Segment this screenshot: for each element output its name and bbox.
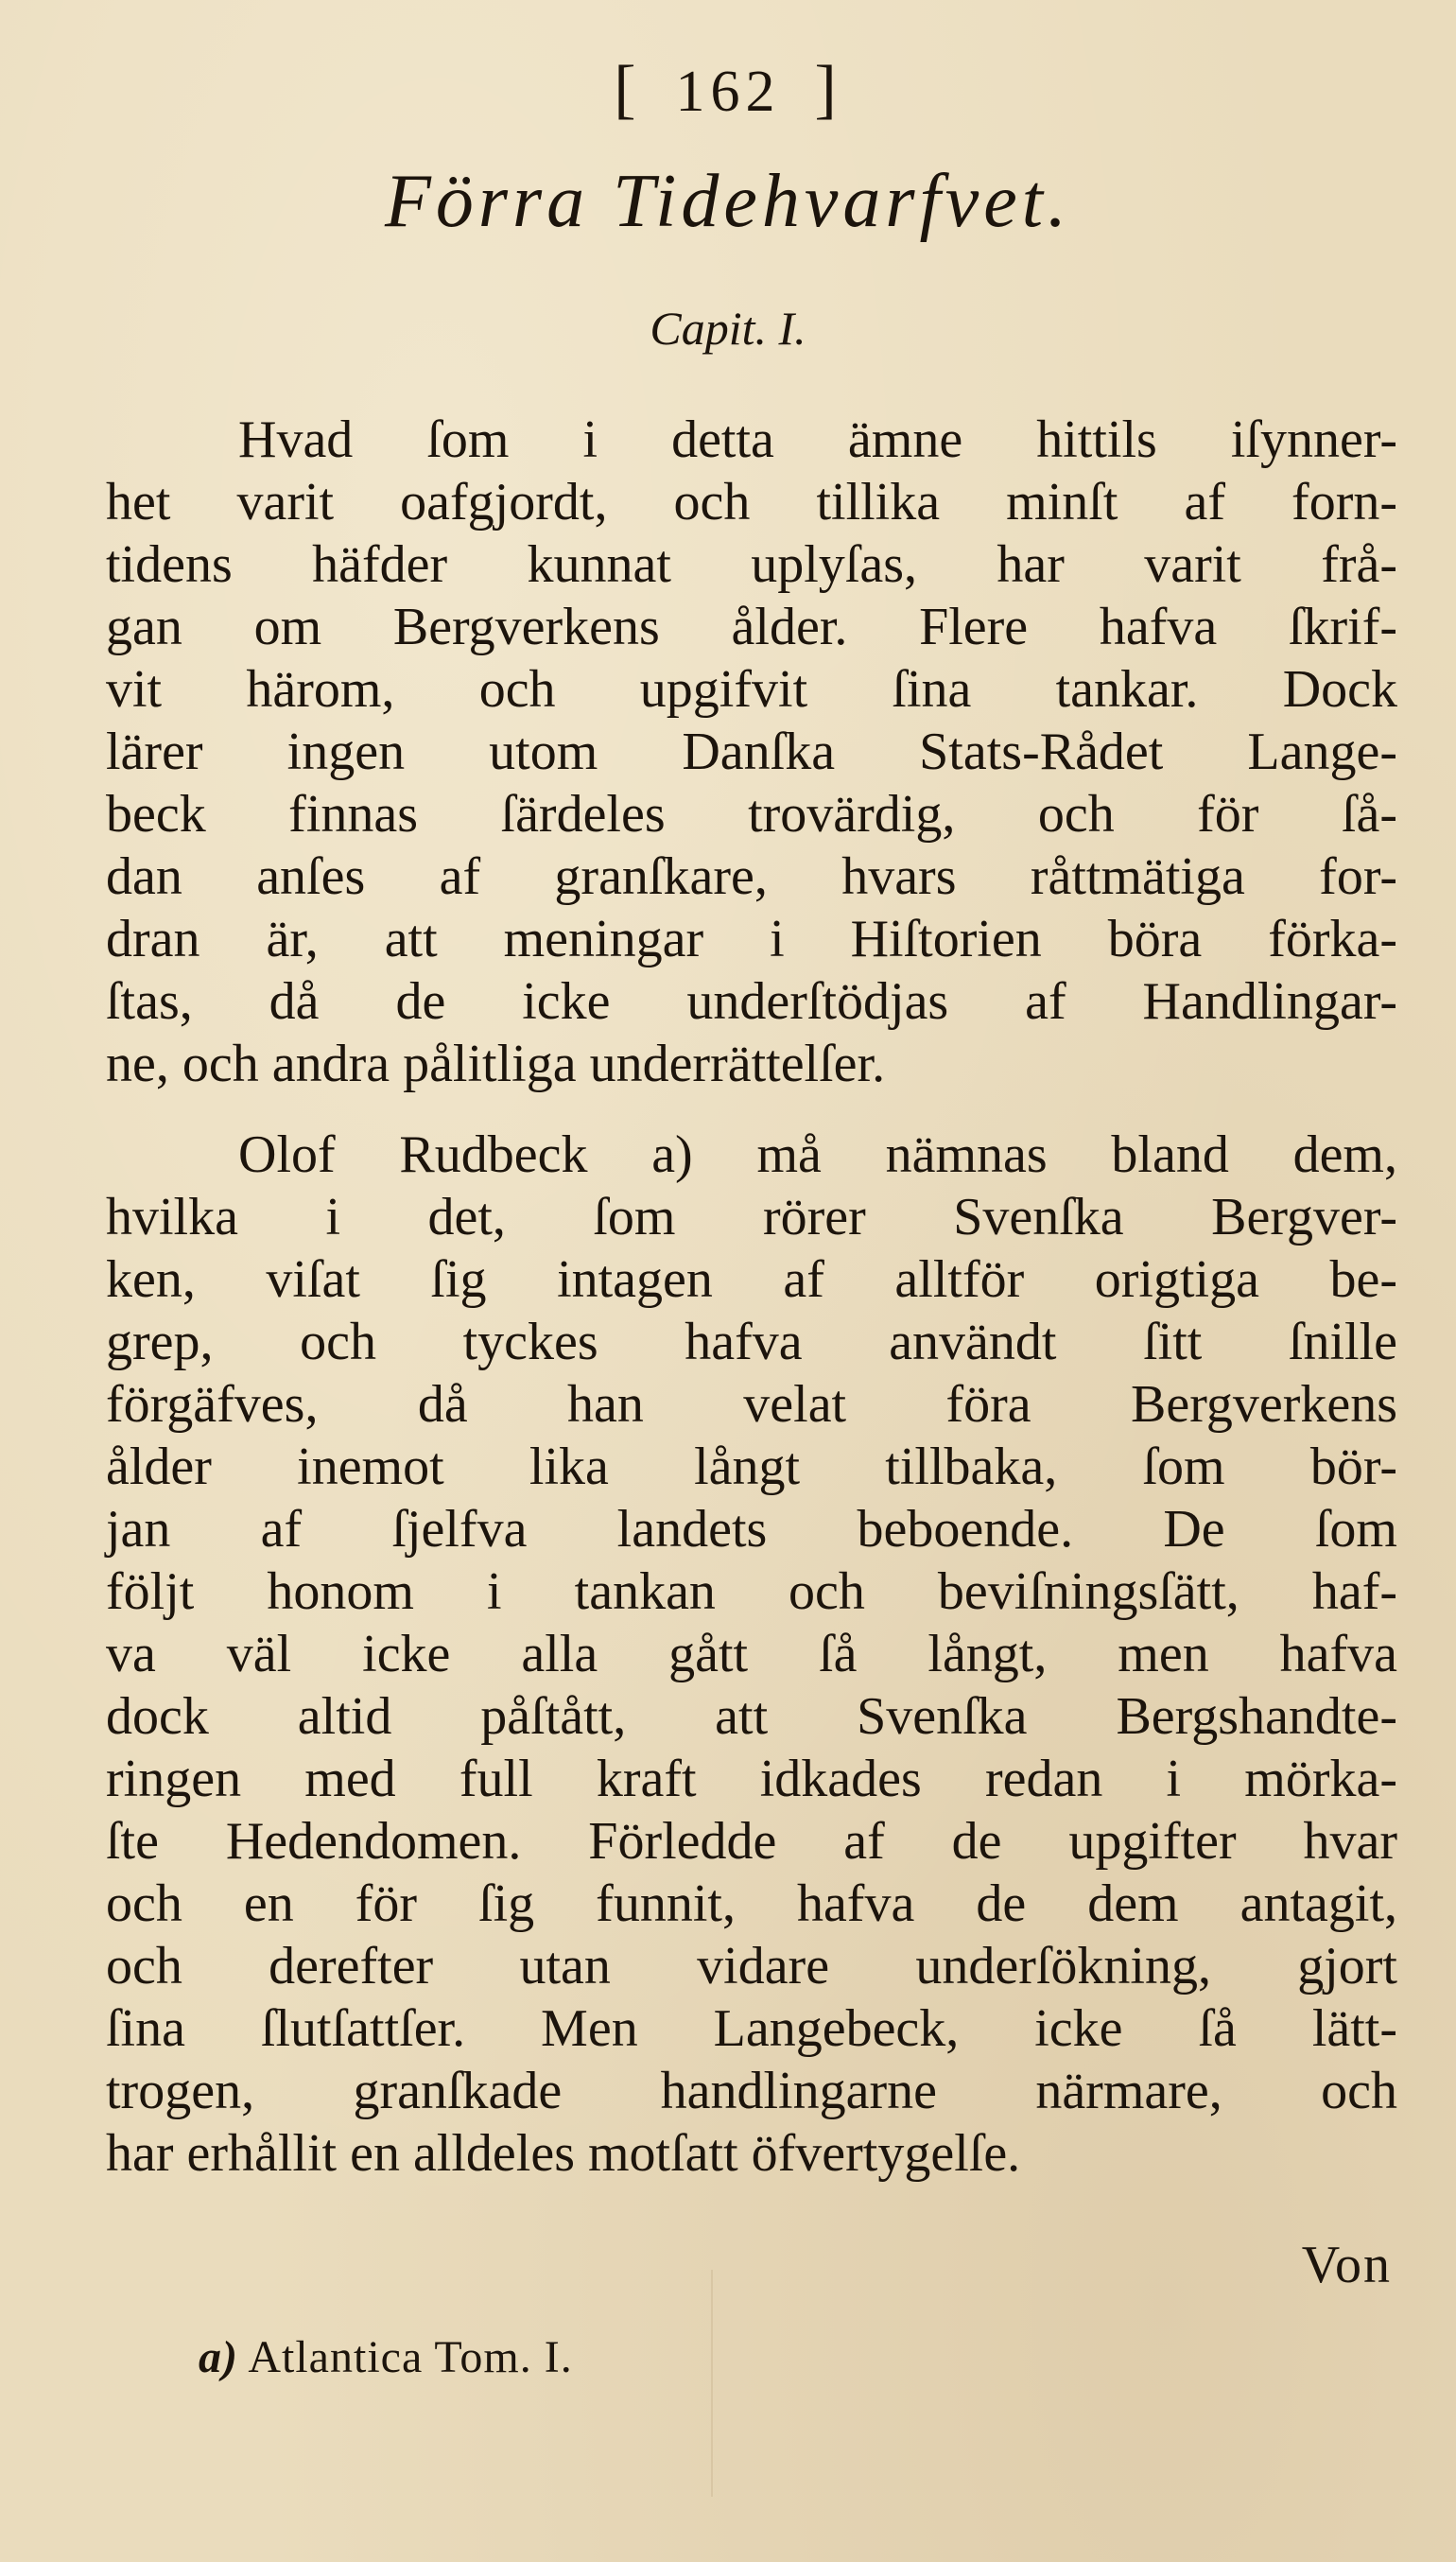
text-line: gan om Bergverkens ålder. Flere hafva ſkrif- <box>106 598 1397 656</box>
text-line: och derefter utan vidare underſökning, gjort <box>106 1937 1397 1996</box>
catchword: Von <box>1301 2236 1392 2294</box>
text-line: ken, viſat ſig intagen af alltför origtiga be- <box>106 1250 1397 1309</box>
text-line: dock altid påſtått, att Svenſka Bergshandte- <box>106 1687 1397 1746</box>
text-line: har erhållit en alldeles motſatt öfvertygelſe. <box>106 2124 1021 2183</box>
bracket-close: ] <box>814 53 842 126</box>
text-line: beck finnas ſärdeles trovärdig, och för ſå- <box>106 785 1397 844</box>
text-line: trogen, granſkade handlingarne närmare, och <box>106 2062 1397 2120</box>
text-line: förgäfves, då han velat föra Bergverkens <box>106 1375 1397 1434</box>
text-line: och en för ſig funnit, hafva de dem antagit, <box>106 1874 1397 1933</box>
text-line: ſina ſlutſattſer. Men Langebeck, icke ſå lätt- <box>106 1999 1397 2058</box>
page-header <box>0 52 1456 128</box>
text-line: jan af ſjelfva landets beboende. De ſom <box>106 1500 1397 1559</box>
text-line: tidens häfder kunnat uplyſas, har varit frå- <box>106 535 1397 594</box>
text-line: va väl icke alla gått ſå långt, men hafva <box>106 1625 1397 1683</box>
text-line: följt honom i tankan och beviſningsſätt, haf- <box>106 1562 1397 1621</box>
text-line: lärer ingen utom Danſka Stats-Rådet Lange- <box>106 723 1397 781</box>
text-line: dran är, att meningar i Hiſtorien böra förka- <box>106 910 1397 968</box>
text-line: Olof Rudbeck a) må nämnas bland dem, <box>238 1125 1397 1184</box>
text-line: vit härom, och upgifvit ſina tankar. Dock <box>106 660 1397 719</box>
section-title: Förra Tidehvarfvet. <box>384 160 1072 243</box>
page-number: 162 <box>675 60 781 124</box>
text-line: ringen med full kraft idkades redan i mörka- <box>106 1750 1397 1808</box>
footnote-text: Atlantica Tom. I. <box>248 2332 573 2382</box>
footnote <box>199 2331 573 2383</box>
text-line: dan anſes af granſkare, hvars råttmätiga for- <box>106 847 1397 906</box>
chapter-heading: Capit. I. <box>650 302 806 355</box>
text-line: het varit oafgjordt, och tillika minſt af forn- <box>106 473 1397 532</box>
text-line: hvilka i det, ſom rörer Svenſka Bergver- <box>106 1188 1397 1246</box>
text-line: ſtas, då de icke underſtödjas af Handlingar- <box>106 972 1397 1031</box>
text-line: grep, och tyckes hafva användt ſitt ſnille <box>106 1313 1397 1371</box>
text-line: Hvad ſom i detta ämne hittils iſynner- <box>238 410 1397 469</box>
text-line: ſte Hedendomen. Förledde af de upgifter hvar <box>106 1812 1397 1871</box>
text-line: ne, och andra pålitliga underrättelſer. <box>106 1035 886 1093</box>
footnote-mark: a) <box>199 2332 238 2382</box>
page-fold-shadow <box>711 2270 713 2497</box>
bracket-open: [ <box>614 53 642 126</box>
text-line: ålder inemot lika långt tillbaka, ſom bör- <box>106 1438 1397 1496</box>
